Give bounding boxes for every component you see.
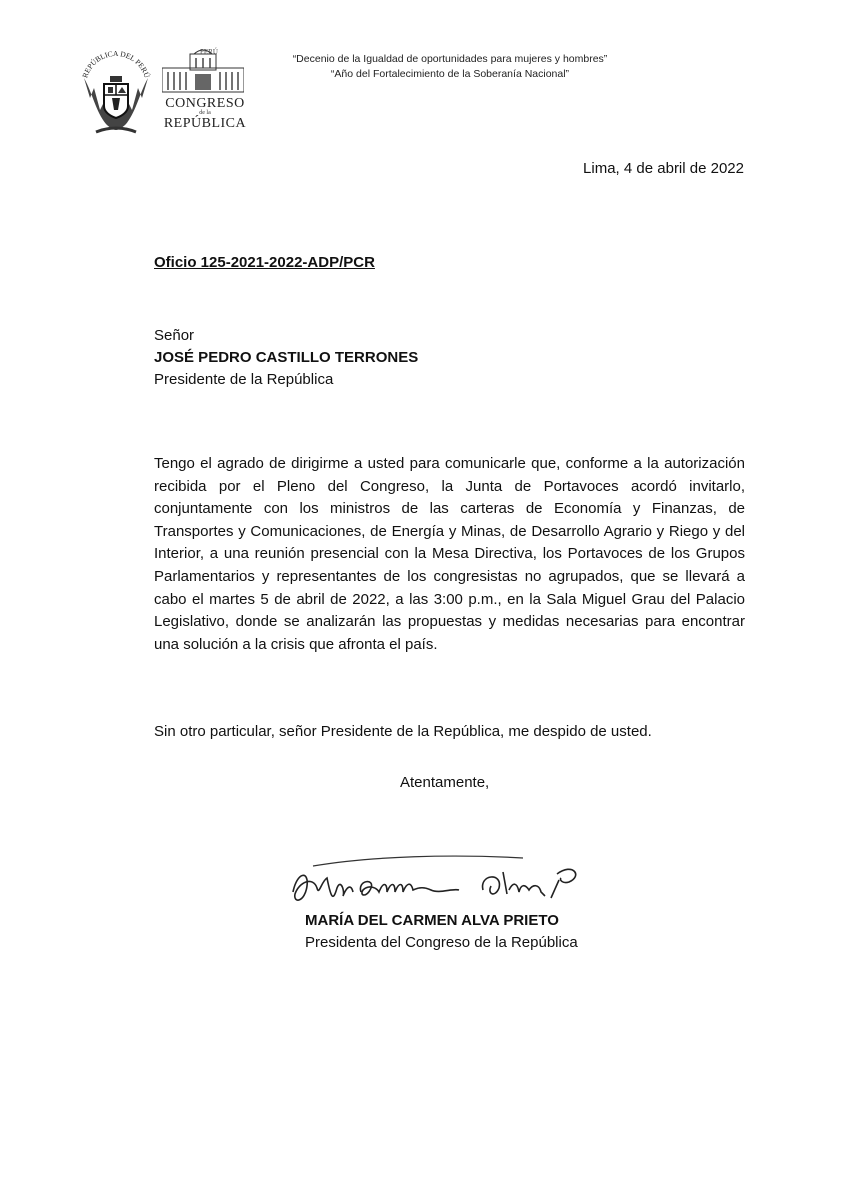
letter-date: Lima, 4 de abril de 2022 bbox=[583, 160, 744, 177]
signer-title: Presidenta del Congreso de la República bbox=[305, 934, 578, 951]
coat-arc-text: REPÚBLICA DEL PERÚ bbox=[80, 48, 152, 79]
motto-year: “Año del Fortalecimiento de la Soberanía Nacional” bbox=[330, 68, 570, 80]
logo-congreso-text: CONGRESO bbox=[165, 96, 245, 111]
salutation: Señor bbox=[154, 327, 195, 344]
letter-body: Tengo el agrado de dirigirme a usted para comunicarle que, conforme a la autorización recibida por el Pleno del Congreso, la Junta de Portavoces acordó invitarlo, conjuntamente con los ministros de las carteras de Economía y Finanzas, de Transportes y Comunicaciones, de Energía y Minas, de Desarrollo Agrario y Riego y del Interior, a una reunión presencial con la Mesa Directiva, los Portavoces de los Grupos Parlamentarios y representantes de los congresistas no agrupados, que se llevará a cabo el martes 5 de abril de 2022, a las 3:00 p.m., en la Sala Miguel Grau del Palacio Legislativo, donde se analizarán las propuestas y medidas necesarias para encontrar una solución a la crisis que afronta el país. bbox=[154, 455, 745, 653]
addressee-block bbox=[154, 325, 418, 391]
motto-decade: “Decenio de la Igualdad de oportunidades para mujeres y hombres” bbox=[292, 53, 608, 65]
peru-coat-of-arms-icon bbox=[78, 48, 154, 138]
regards: Atentamente, bbox=[400, 774, 490, 791]
letter-reference: Oficio 125-2021-2022-ADP/PCR bbox=[154, 254, 375, 271]
svg-text:REPÚBLICA DEL PERÚ bbox=[80, 49, 153, 80]
logo-peru-text: PERÚ bbox=[200, 48, 218, 56]
logo-dela-text: de la bbox=[199, 110, 211, 116]
congress-logo bbox=[160, 48, 252, 140]
addressee-title: Presidente de la República bbox=[154, 371, 334, 388]
header-mottos bbox=[270, 52, 630, 82]
closing-line: Sin otro particular, señor Presidente de la República, me despido de usted. bbox=[154, 723, 652, 740]
addressee-name: JOSÉ PEDRO CASTILLO TERRONES bbox=[154, 349, 419, 366]
signer-name: MARÍA DEL CARMEN ALVA PRIETO bbox=[305, 912, 559, 929]
logo-republica-text: REPÚBLICA bbox=[163, 116, 247, 131]
